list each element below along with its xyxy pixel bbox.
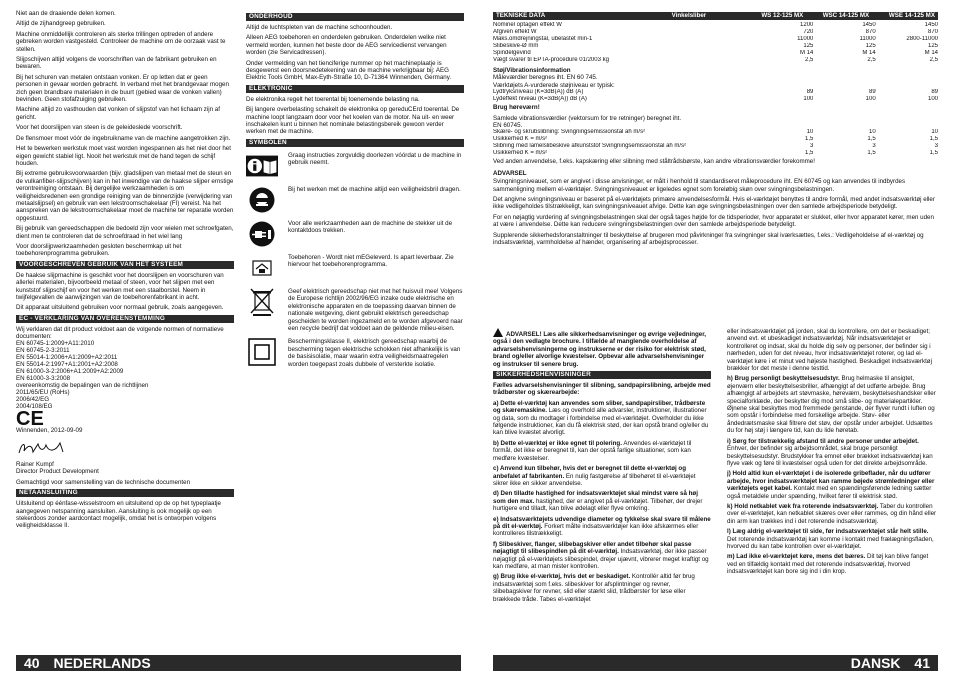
paragraph: De elektronika regelt het toerental bij toenemende belasting na. [246, 95, 420, 103]
safety-item: b) Dette el-værktøj er ikke egnet til polering. Anvendes el-værktøjet til formål, det ikke er beregnet til, kan der opstå farlige situationer, som kan medføre kvæstelser. [493, 439, 692, 462]
symbol-text: Geef elektrisch gereedschap niet met het huisvuil mee! Volgens de Europese richtlijn 2002/96/EG inzake oude elektrische en elektronische apparaten en de toepassing daarvan binnen de nationale wetgeving, dient gebruikt elektrisch gereedschap gescheiden te worden ingezameld en te worden afgevoerd naar een recycle bedrijf dat voldoet aan de geldende milieu-eisen. [288, 287, 463, 332]
spec-value: 89 [931, 89, 938, 96]
text-line: EN 60745. [493, 122, 523, 130]
spec-label: Nominel optagen effekt W [493, 22, 562, 28]
paragraph: Voor doorslijpwerkzaamheden gesloten beschermkap uit het toebehorenprogramma gebruiken. [16, 242, 182, 258]
spec-value: 2,5 [867, 57, 876, 63]
safety-item: eller indsatsværktøjet på jorden, skal du kontrollere, om det er beskadiget; anvend evt. et ubeskadiget indsatsværktøj. Når indsatsværktøjet er kontrolleret og indsat, skal du holde dig selv og personer, der befinder sig i nærheden, uden for det niveau, hvor indsatsværktøjet roterer, og lad el-værktøjet køre i et minut ved højeste hastighed. Beskadiget indsatsværktøj brækker for det meste i denne testtid. [727, 328, 932, 373]
spec-row [493, 129, 938, 136]
paragraph: Onder vermelding van het tienciferige nummer op het machineplaatje is desgewenst een doorsnedetekening van de machine verkrijgbaar bij: AEG Elektric Tools GmbH, Max-Eyth-Straße 10, D-71364 Winnenden, Germany. [246, 59, 452, 82]
safety-glasses-icon [246, 186, 278, 214]
spec-header [493, 12, 938, 20]
spec-value: 3 [872, 143, 876, 150]
symbol-row-read-manual [246, 152, 464, 180]
language-label: DANSK [850, 655, 901, 671]
warning-paragraphs [493, 178, 938, 246]
column-3 [493, 328, 711, 606]
safety-item: c) Anvend kun tilbehør, hvis det er beregnet til dette el-værktøj og anbefalet af fabrikanten. En nulig fastgørelse af tilbehøret til el-værktøjet sikrer ikke en sikker anvendelse. [493, 465, 696, 487]
symbol-text: Graag instructies zorgvuldig doorlezen vóórdat u de machine in gebruik neemt. [288, 151, 462, 167]
spec-value: 2800-11000 [906, 36, 938, 42]
conformity-line: EN 60745-1:2009+A11:2010 [16, 339, 95, 347]
model-1: WS 12-125 MX [761, 12, 804, 19]
spec-value: M 14 [800, 50, 814, 56]
text-line: Måleværdier beregnes iht. EN 60 745. [493, 74, 598, 82]
conformity-line: 2011/65/EU (RoHs) [16, 388, 70, 396]
symbol-row-unplug [246, 220, 464, 248]
spec-value: 125 [927, 43, 938, 49]
spec-label: Afgiven effekt W [493, 29, 537, 35]
conformity-line: EN 55014-1:2006+A1:2009+A2:2011 [16, 353, 118, 361]
warning-heading: ADVARSEL [493, 169, 527, 177]
spec-value: M 14 [924, 50, 938, 56]
spec-row [493, 29, 938, 36]
model-2: WSC 14-125 MX [822, 12, 870, 19]
section-header-electronic: ELEKTRONIC [246, 85, 464, 93]
spec-row [493, 22, 938, 29]
symbol-row-accessory [246, 254, 464, 282]
safety-item: h) Brug personligt beskyttelsesudstyr. Brug helmaske til ansigtet, øjenværn eller beskyttelsesbriller, afhængigt af det udførte arbejde. Brug afhængigt af arbejdets art støvmaske, høreværn, beskyttelseshandsker eller specialforklæde, der beskytter dig mod små slibe- og materialepartikler. Øjnene skal beskyttes mod fremmede genstande, der flyver rundt i luften og som opstår i forbindelse med forskellige arbejde. Støv- eller åndedrætsmaske skal filtrere det støv, der opstår under arbejdet. Udsættes du for høj støj i længere tid, kan du lide høretab. [727, 375, 936, 435]
mains-paragraph: Uitsluitend op éénfase-wisselstroom en uitsluitend op de op het typeplaatje aangegeven netspanning aansluiten. Aansluiting is ook mogelijk op een stekerdoos zonder aardcontact mogelijk, omdat het is ontworpen volgens veiligheidsklasse II. [16, 500, 222, 530]
use-paragraphs [16, 272, 234, 312]
conformity-line: Wij verklaren dat dit product voldoet aan de volgende normen of normatieve documenten: [16, 325, 224, 340]
place-date: Winnenden, 2012-09-09 [16, 427, 83, 435]
technical-doc-note: Gemachtigd voor samenstelling van de technische documenten [16, 478, 191, 486]
conformity-line: EN 55014-2:1997+A1:2001+A2:2008 [16, 360, 118, 368]
ce-mark: CE [16, 407, 44, 430]
paragraph: Het te bewerken werkstuk moet vast worden ingespannen als het niet door het eigen gewicht stabiel ligt. Nooit het werkstuk met de hand tegen de schijf houden. [16, 145, 231, 167]
conformity-line: overeenkomstig de bepalingen van de richtlijnen [16, 381, 149, 389]
safety-item: k) Hold netkablet væk fra roterende indsatsværktøj. Taber du kontrollen over el-værktøjet, kan netkablet skæres over eller rammes, og din hånd eller din arm kan trækkes ind i det roterende indsatsværktøj. [727, 502, 937, 525]
text-line: Samlede vibrationsværdier (vektorsum for tre retninger) beregnet iht. [493, 114, 682, 122]
paragraph: Machine onmiddellijk controleren als sterke trillingen optreden of andere gebreken worden vastgesteld. Controleer de machine om de oorzaak vast te stellen. [16, 30, 226, 53]
electronic-paragraphs [246, 96, 464, 136]
spec-value: 11000 [797, 36, 814, 42]
spec-value: M 14 [862, 50, 876, 56]
column-4 [727, 328, 938, 579]
warning-intro: ADVARSEL! Læs alle sikkerhedsanvisninger og øvrige vejledninger, også i den vedlagte brochure. I tilfælde af manglende overholdelse af advarselshenvisningerne og instrukserne er der risiko for elektrisk stød, brand og/eller alvorlige kvæstelser. Opbevar alle advarselshenvisninger og instrukser til senere brug. [493, 328, 711, 368]
conformity-line: EN 60745-2-3:2011 [16, 346, 70, 354]
section-header-use: VOORGESCHREVEN GEBRUIK VAN HET SYSTEEM [16, 261, 234, 269]
safety-item: l) Læg aldrig el-værktøjet til side, før indsatsværktøjet står helt stille. Det roterende indsatsværktøj kan komme i kontakt med frælægningsfladen, hvorved du kan tabe kontrollen over el-værktøjet. [727, 528, 934, 550]
spec-subtitle: Vinkelsliber [671, 12, 707, 19]
paragraph: Bij het schuren van metalen ontstaan vonken. Er op letten dat er geen personen in gevaar worden gebracht. In verband met het brandgevaar mogen zich geen brandbare materialen in de buurt (gebied waar de vonken vallen) bevinden. Geen stofafzuiging gebruiken. [16, 73, 229, 104]
safety-item: d) Den tilladte hastighed for indsatsværktøjet skal mindst være så høj som den max. hastighed, der er angivet på el-værktøjet. Tilbehør, der drejer hurtigere end tilladt, kan blive ødelagt eller flyve omkring. [493, 490, 703, 513]
conformity-line: EN 61000-3-3:2008 [16, 374, 71, 382]
footer-right [493, 655, 938, 671]
safety-item: Fælles advarselshenvisninger til slibning, sandpapirslibning, arbejde med trådbørster og skærearbejde: [493, 382, 711, 397]
spec-value: 870 [865, 29, 876, 35]
column-1 [16, 10, 234, 533]
conformity-lines [16, 326, 234, 410]
conformity-line: 2006/42/EG [16, 395, 50, 403]
spec-value: 10 [806, 129, 814, 136]
spec-label: Usikkerhed K = m/s² [493, 150, 548, 157]
spec-value: 870 [927, 29, 938, 35]
paragraph: Bij gebruik van gereedschappen die bedoeld zijn voor wielen met schroefgaten, dient men te controleren dat de schroefdraad in het wiel lang [16, 225, 234, 240]
section-header-safety: SIKKERHEDSHENVISNINGER [493, 371, 711, 379]
spec-value: 3 [934, 143, 938, 150]
section-header-maintenance: ONDERHOUD [246, 13, 464, 21]
spec-value: 1200 [800, 22, 814, 28]
text-line: Værktøjets A-vurderede støjniveau er typisk: [493, 81, 615, 89]
spec-value: 125 [803, 43, 814, 49]
section-header-symbols: SYMBOLEN [246, 139, 464, 147]
warning-triangle-icon [493, 328, 503, 337]
paragraph: De flensmoer moet vóór de ingebruikname van de machine aangetrokken zijn. [16, 134, 231, 142]
read-manual-icon [246, 152, 278, 180]
spec-row [493, 50, 938, 57]
spec-value: 3 [810, 143, 814, 150]
symbol-row-safety-glasses [246, 186, 464, 214]
paragraph: Machine altijd zo vasthouden dat vonken of slijpstof van het lichaam zijn af gericht. [16, 106, 220, 121]
paragraph: Svingningsniveauet, som er angivet i disse anvisninger, er målt i henhold til standardiseret måleprocedure iht. EN 60745 og kan anvendes til indbyrdes sammenligning mellem el-værktøjer. Svingningsniveauet er ligeledes egnet som foreløbig skøn over svingningsbelastningen. [493, 178, 906, 193]
spec-row [493, 143, 938, 150]
spec-row [493, 36, 938, 43]
spec-value: 1,5 [867, 150, 876, 157]
spec-value: 2,5 [805, 57, 814, 63]
paragraph: Dit apparaat uitsluitend gebruiken voor normaal gebruik, zoals aangegeven. [16, 304, 224, 312]
symbol-text: Voor alle werkzaamheden aan de machine de stekker uit de kontaktdoos trekken. [288, 219, 453, 235]
safety-paragraphs [16, 10, 234, 258]
spec-label: Slibeskive-Ø mm [493, 43, 539, 49]
spec-title: TEKNISKE DATA [496, 12, 546, 19]
spec-value: 100 [865, 96, 876, 103]
spec-value: 100 [803, 96, 814, 103]
safety-item: f) Slibeskiver, flanger, slibebagskiver eller andet tilbehør skal passe nøjagtigt til slibespindlen på dit el-værktøj. Indsatsværktøj, der ikke passer nøjagtigt på el-værktøjets slibespindel, drejer ujævnt, vibrerer meget kraftigt og kan medføre, at man mister kontrollen. [493, 540, 709, 570]
spec-value: 1450 [862, 22, 876, 28]
spec-value: 10 [869, 129, 876, 136]
spec-label: Maks.omdrejningstal, ubelastet min-1 [493, 36, 593, 42]
accessory-icon [246, 254, 278, 282]
spec-label: Lydeffekt niveau (K=3dB(A)) dB (A) [493, 96, 587, 103]
paragraph: Niet aan de draaiende delen komen. [16, 10, 116, 17]
model-3: WSE 14-125 MX [888, 12, 935, 19]
paragraph: For en nøjagtig vurdering af svingningsbelastningen skal der også tages højde for de tidsperioder, hvor apparatet er slukket, eller hvor apparatet kører, men uden at være i anvendelse. Dette kan reducere svingningsbelastningen over den samlede arbejdsperiode betydeligt. [493, 213, 934, 229]
spec-value: 89 [806, 89, 814, 96]
safety-item: g) Brug ikke el-værktøj, hvis det er beskadiget. Kontrollér altid før brug indsatsværktøj som f.eks. slibeskiver for afsplintninger og revner, slibebagskiver for revner, slid eller stærkt slid, trådbørster for løse eller brækkede tråde. Tabes el-værktøjet [493, 573, 695, 603]
paragraph: De haakse slijpmachine is geschikt voor het doorslijpen en voorschuren van allerlei materialen, bijvoorbeeld metaal of steen, voor het slijpen met een kunststof slijpschijf en voor het werken met een staalborstel. Neem in twijfelgevallen de aanwijzingen van de toebehorenfabrikant in acht. [16, 271, 224, 301]
safety-items [493, 382, 711, 603]
spec-row [493, 57, 938, 64]
spec-value: 1,5 [929, 136, 938, 143]
symbol-text: Toebehoren - Wordt niet mEGeleverd. Is apart leverbaar. Zie hiervoor het toebehorenprogramma. [288, 253, 454, 269]
spec-label: Vægt svarer til EPTA-procedure 01/2003 kg [493, 57, 609, 63]
spec-table [493, 22, 938, 64]
language-label: NEDERLANDS [53, 655, 151, 671]
conformity-line: 2004/108/EG [16, 402, 53, 410]
section-header-mains: NETAANSLUITING [16, 489, 234, 497]
spec-value: 125 [865, 43, 876, 49]
spec-label: Lydtryksniveau (K=3dB(A)) dB (A) [493, 89, 584, 96]
symbol-row-weee [246, 288, 464, 332]
footer-left [16, 655, 461, 671]
spec-value: 89 [869, 89, 876, 96]
paragraph: Slijpschijven altijd volgens de voorschriften van de fabrikant gebruiken en bewaren. [16, 56, 217, 71]
paragraph: Det angivne svingningsniveau er baseret på el-værktøjets primære anvendelsesformål. Hvis el-værktøjet benyttes til andre formål, med andet indsatsværktøj eller ikke vedligeholdes tilstrækkeligt, kan svingningsniveauet afvige. Dette kan øge svingningsbelastningen over den samlede arbejdsperiode betydeligt. [493, 196, 935, 211]
column-2 [246, 10, 464, 374]
spec-value: 2,5 [929, 57, 938, 63]
paragraph: Altijd de luchtspleten van de machine schoonhouden. [246, 24, 393, 31]
vibration-table [493, 129, 938, 157]
spec-value: 100 [927, 96, 938, 103]
spec-row [493, 136, 938, 143]
symbol-text: Beschermingsklasse II, elektrisch gereedschap waarbij de bescherming tegen elektrische schokken niet afhankelijk is van de basisisolatie, maar waarin extra veiligheidsmaatregelen worden toegepast zoals dubbele of versterkte isolatie. [288, 338, 461, 368]
section-header-conformity: EC - VERKLARING VAN OVEREENSTEMMING [16, 315, 234, 323]
spec-label: Slibning med lamelslibeskive afkunststof Svingningsemissionstal ah m/s² [493, 143, 687, 150]
spec-label: Usikkerhed K = m/s² [493, 136, 548, 143]
paragraph: Altijd de zijhandgreep gebruiken. [16, 20, 106, 28]
specs-block [493, 12, 938, 250]
vibration-lines [493, 115, 938, 130]
signer-name: Rainer Kumpf [16, 461, 54, 469]
spec-value: 1,5 [805, 150, 814, 157]
spec-label: Spindelgevind [493, 50, 531, 56]
symbol-text: Bij het werken met de machine altijd een veiligheidsbril dragen. [288, 185, 461, 193]
signature-image [16, 439, 76, 457]
other-uses-note: Ved anden anvendelse, f.eks. kapskæring eller slibning med ståltrådsbørste, kan andre vibrationsværdier forekomme! [493, 158, 815, 166]
spec-value: 1,5 [805, 136, 814, 143]
noise-lines [493, 74, 938, 89]
noise-heading: Støj/Vibrationsinformation [493, 67, 571, 74]
safety-item: j) Hold altid kun el-værktøjet i de isolerede gribeflader, når du udfører arbejde, hvor indsatsværktøjet kan ramme bøjede strømledninger eller værktøjets eget kabel. Kontakt med en spændingsførende ledning sætter også metaldele under spænding, hvilket fører til elektrisk stød. [727, 470, 935, 500]
safety-items-continued [727, 328, 938, 576]
page-number: 40 [24, 655, 40, 671]
maintenance-paragraphs [246, 24, 464, 82]
page-right [477, 0, 954, 677]
conformity-line: EN 61000-3-2:2006+A1:2009+A2:2009 [16, 367, 124, 375]
weee-bin-icon [246, 288, 278, 316]
paragraph: Supplerende sikkerhedsforanstaltninger til beskyttelse af brugeren mod påvirkninger fra svingninger skal iværksættes, f.eks.: Vedligeholdelse af el-værktøj og indsatsværktøj, varmholdelse af hænder, organisering af arbejdsprocesser. [493, 231, 924, 247]
spec-value: 10 [931, 129, 938, 136]
safety-item: m) Lad ikke el-værktøjet køre, mens det bæres. Dit tøj kan blive fanget ved en tilfældig kontakt med det roterende indsatsværktøj, hvorved indsatsværktøjet kan bore sig ind i din krop. [727, 553, 929, 576]
spec-row [493, 96, 938, 103]
spec-value: 720 [803, 29, 814, 35]
spec-value: 1450 [924, 22, 938, 28]
page-number: 41 [914, 655, 930, 671]
class-ii-icon [246, 338, 278, 366]
spec-row [493, 150, 938, 157]
paragraph: Voor het doorslijpen van steen is de geleideslede voorschrift. [16, 124, 183, 132]
paragraph: Bij langere overbelasting schakelt de elektronika op gereduCErd toerental. De machine loopt langzaam door voor het koelen van de motor. Na uit- en weer inschakelen kunt u binnen het nominale belastingsbereik gewoon verder werken met de machine. [246, 106, 460, 136]
spec-row [493, 43, 938, 50]
hearing-protection: Brug høreværn! [493, 104, 540, 112]
spec-label: Skære- og skrubslibning: Svingningsemissionstal ah m/s² [493, 129, 646, 136]
paragraph: Bij extreme gebruiksvoorwaarden (bijv. gladslijpen van metaal met de steun en de vulkanfiber-slijpschijven) kan in het inwendige van de haakse slijper ernstige verontreiniging ontstaan. Bij dergelijke werkzaamheden is om veiligheidsredenen een grondige reiniging van de binnenzijde (verwijdering van metaalslijpsel) en gebruik van een lekstroomschakelaar (FI) vereist. Na het aanspreken van de lekstroomschakelaar moet de machine ter reparatie worden opgestuurd. [16, 170, 234, 222]
spec-row [493, 89, 938, 96]
safety-item: i) Sørg for tilstrækkelig afstand til andre personer under arbejdet. Enhver, der befinder sig arbejdsområdet, skal bruge personligt beskyttelsesudstyr. Brudstykker fra emnet eller brækket indsatsværktøj kan flyve væk og føre til kvæstelser også uden for det direkte arbejdsområde. [727, 437, 933, 467]
spec-value: 11000 [859, 36, 876, 42]
spec-value: 1,5 [929, 150, 938, 157]
safety-item: a) Dette el-værktøj kan anvendes som sliber, sandpapirsliber, trådbørste og skæremaskine. Læs og overhold alle advarsler, instruktioner, illustrationer og data, som du modtager i forbindelse med el-værktøjet. Overholder du ikke følgende instruktioner, kan du få elektrisk stød, der kan opstå brand og/eller du kan blive kvæstet alvorligt. [493, 399, 709, 437]
noise-table [493, 89, 938, 103]
safety-item: e) Indsatsværktøjets udvendige diameter og tykkelse skal svare til målene på dit el-værktøj. Forkert målte indsatsværktøjer kan ikke afskærmes eller kontrolleres tilstrækkeligt. [493, 515, 711, 538]
symbol-row-class-ii [246, 338, 464, 368]
signer-title: Director Product Development [16, 468, 99, 476]
spec-value: 1,5 [867, 136, 876, 143]
paragraph: Alleen AEG toebehoren en onderdelen gebruiken. Onderdelen welke niet vermeld worden, kunnen het beste door de AEG servicedienst vervangen worden (zie Servicadressen). [246, 34, 447, 57]
unplug-icon [246, 220, 278, 248]
